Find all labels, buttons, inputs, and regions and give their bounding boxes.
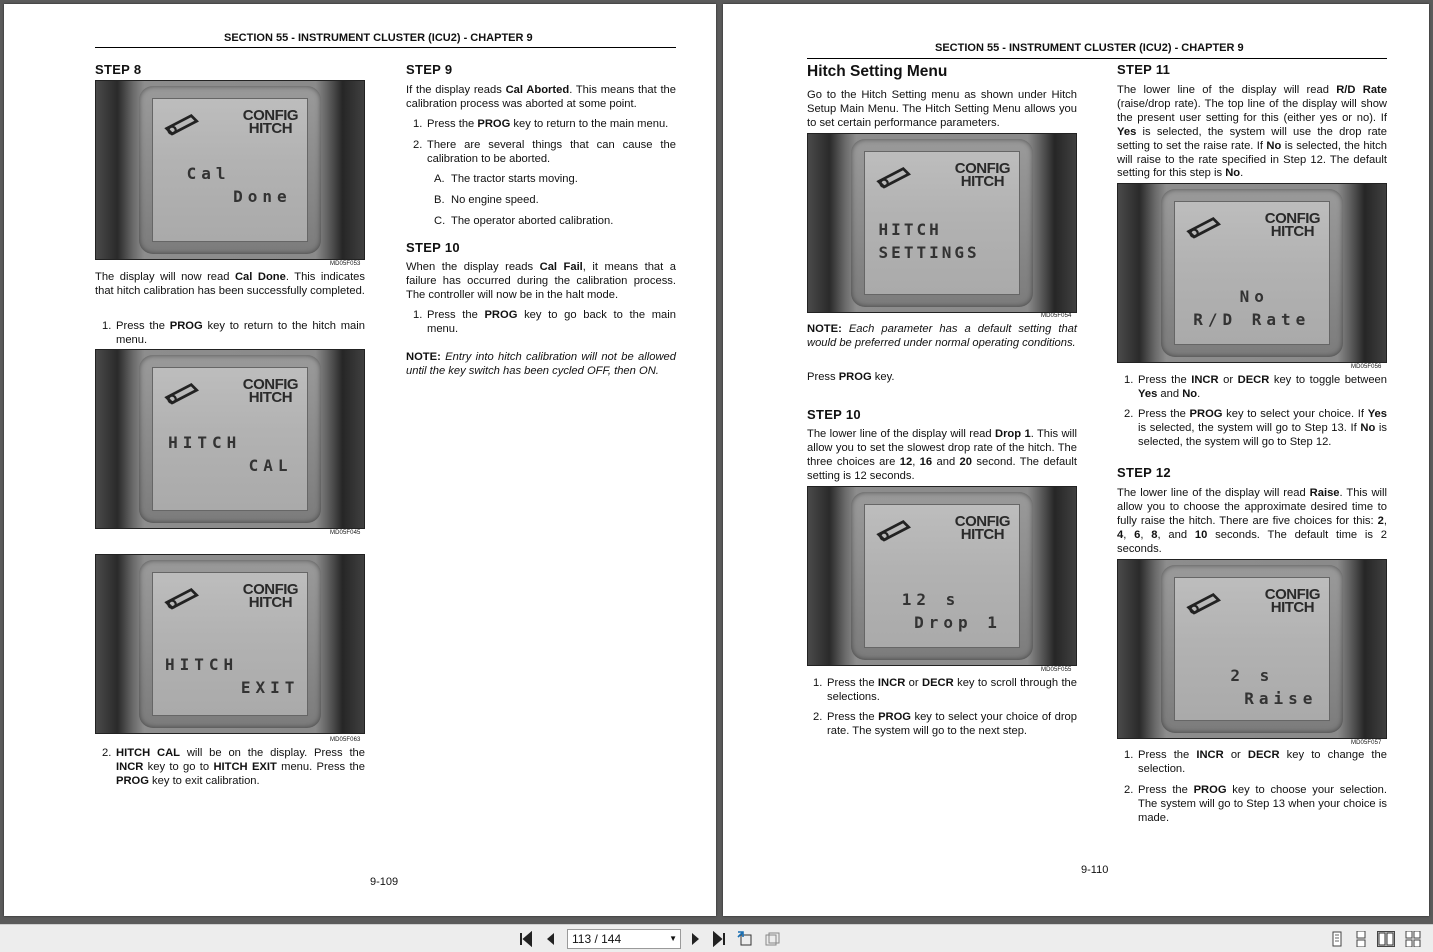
lcd-line1: Cal bbox=[186, 164, 231, 184]
first-page-icon[interactable] bbox=[518, 931, 534, 947]
hitch-setting-paragraph: Go to the Hitch Setting menu as shown under Hitch Setup Main Menu. The Hitch Setting Menu allows you to set certain performance parameters. bbox=[807, 89, 1077, 129]
step12-heading: STEP 12 bbox=[1117, 465, 1171, 480]
lcd-config-label: CONFIG HITCH bbox=[1264, 209, 1321, 240]
lcd-figure-hitch-settings bbox=[807, 133, 1077, 313]
hitch-icon bbox=[162, 112, 202, 138]
previous-page-icon[interactable] bbox=[543, 931, 559, 947]
lcd-config-label: CONFIG HITCH bbox=[242, 580, 299, 611]
step8-heading: STEP 8 bbox=[95, 62, 142, 77]
lcd-line2: EXIT bbox=[240, 678, 300, 698]
lcd-line2: Done bbox=[233, 187, 292, 207]
section-header: SECTION 55 - INSTRUMENT CLUSTER (ICU2) - CHAPTER 9 bbox=[935, 42, 1244, 54]
lcd-config-label: CONFIG HITCH bbox=[954, 512, 1011, 543]
lcd-line1: No bbox=[1239, 287, 1269, 307]
lcd-line1: 2 s bbox=[1230, 666, 1275, 686]
page-number: 9-110 bbox=[1081, 864, 1109, 876]
lcd-config-label: CONFIG HITCH bbox=[954, 159, 1011, 190]
step11-list-item-2: 2. Press the PROG key to select your choice. If Yes is selected, the system will go to Step 13. If No is selected, the system will go to Step 12. bbox=[1124, 408, 1388, 448]
step11-paragraph: The lower line of the display will read R/D Rate (raise/drop rate). The top line of the display will show the present user setting for this (either yes or no). If Yes is selected, the system will use the drop rate setting to set the raise rate. If No is selected, the hitch will raise to the rate specified in Step 12. The default setting for this step is No. bbox=[1117, 84, 1388, 180]
step10-note: NOTE: Entry into hitch calibration will not be allowed until the key switch has been cycled OFF, then ON. bbox=[406, 351, 676, 377]
hitch-icon bbox=[1184, 215, 1224, 241]
step8-list-item-2: 2. HITCH CAL will be on the display. Press the INCR key to go to HITCH EXIT menu. Press the PROG key to exit calibration. bbox=[102, 747, 366, 787]
hitch-icon bbox=[874, 165, 914, 191]
hitch-icon bbox=[874, 518, 914, 544]
dropdown-arrow-icon: ▼ bbox=[669, 934, 677, 943]
step10-heading: STEP 10 bbox=[807, 407, 861, 422]
left-page bbox=[4, 4, 716, 916]
lcd-line1: HITCH bbox=[878, 220, 942, 240]
step9-list-item-2: 2. There are several things that can cause the calibration to be aborted. bbox=[413, 139, 676, 165]
section-header: SECTION 55 - INSTRUMENT CLUSTER (ICU2) - CHAPTER 9 bbox=[224, 32, 533, 44]
hitch-setting-menu-title: Hitch Setting Menu bbox=[807, 63, 948, 80]
two-page-continuous-view-icon[interactable] bbox=[1404, 931, 1422, 947]
lcd-line2: SETTINGS bbox=[878, 242, 980, 262]
step10-list-item-1: 1. Press the INCR or DECR key to scroll through the selections. bbox=[813, 677, 1077, 703]
figure-code: MD05F063 bbox=[330, 737, 361, 743]
step9-heading: STEP 9 bbox=[406, 62, 453, 77]
figure-code: MD05F055 bbox=[1041, 667, 1072, 673]
step10-list-item-2: 2. Press the PROG key to select your choice of drop rate. The system will go to the next step. bbox=[813, 711, 1077, 737]
step12-paragraph: The lower line of the display will read Raise. This will allow you to choose the approximate desired time to fully raise the hitch. There are five choices for this: 2, 4, 6, 8, and 10 seconds. The default time is 2 seconds. bbox=[1117, 487, 1387, 555]
step10-heading: STEP 10 bbox=[406, 240, 460, 255]
step10-paragraph: When the display reads Cal Fail, it means that a failure has occurred during the calibration process. The controller will now be in the halt mode. bbox=[406, 261, 676, 301]
hitch-setting-note: NOTE: Each parameter has a default setting that would be preferred under normal operating conditions. bbox=[807, 323, 1077, 349]
lcd-figure-drop-1 bbox=[807, 486, 1077, 666]
hitch-icon bbox=[1184, 591, 1224, 617]
lcd-line2: Drop 1 bbox=[914, 612, 1002, 632]
step9-list-item-1: 1. Press the PROG key to return to the main menu. bbox=[413, 118, 669, 130]
figure-code: MD05F057 bbox=[1351, 740, 1382, 746]
step8-paragraph: The display will now read Cal Done. This indicates that hitch calibration has been successfully completed. bbox=[95, 271, 366, 297]
go-back-icon[interactable] bbox=[737, 931, 753, 947]
lcd-config-label: CONFIG HITCH bbox=[1264, 585, 1321, 616]
step10-list-item-1: 1. Press the PROG key to go back to the main menu. bbox=[413, 309, 676, 335]
lcd-figure-raise bbox=[1117, 559, 1387, 739]
step11-list-item-1: 1. Press the INCR or DECR key to toggle between Yes and No. bbox=[1124, 374, 1387, 400]
figure-code: MD05F056 bbox=[1351, 364, 1382, 370]
header-rule bbox=[95, 47, 676, 48]
step9-sub-item-a: A. The tractor starts moving. bbox=[434, 173, 578, 185]
lcd-line2: CAL bbox=[248, 456, 293, 476]
lcd-figure-rd-rate bbox=[1117, 183, 1387, 363]
step9-paragraph: If the display reads Cal Aborted. This means that the calibration process was aborted at some point. bbox=[406, 84, 677, 110]
figure-code: MD05F053 bbox=[330, 261, 361, 267]
last-page-icon[interactable] bbox=[711, 931, 727, 947]
lcd-config-label: CONFIG HITCH bbox=[242, 375, 299, 406]
lcd-line1: HITCH bbox=[165, 655, 239, 675]
viewer-toolbar bbox=[0, 924, 1433, 952]
step11-heading: STEP 11 bbox=[1117, 62, 1171, 77]
step12-list-item-1: 1. Press the INCR or DECR key to change the selection. bbox=[1124, 749, 1387, 775]
two-page-view-icon[interactable] bbox=[1377, 931, 1395, 947]
figure-code: MD05F045 bbox=[330, 530, 361, 536]
continuous-view-icon[interactable] bbox=[1352, 931, 1370, 947]
page-indicator-select[interactable]: 113 / 144 ▼ bbox=[567, 929, 681, 949]
step8-list-item-1: 1. Press the PROG key to return to the hitch main menu. bbox=[102, 320, 365, 346]
lcd-figure-hitch-exit bbox=[95, 554, 365, 734]
step12-list-item-2: 2. Press the PROG key to choose your selection. The system will go to Step 13 when your choice is made. bbox=[1124, 784, 1387, 824]
page-number: 9-109 bbox=[370, 876, 399, 888]
next-page-icon[interactable] bbox=[687, 931, 703, 947]
figure-code: MD05F054 bbox=[1041, 313, 1072, 319]
press-prog-text: Press PROG key. bbox=[807, 371, 895, 383]
lcd-line2: Raise bbox=[1244, 688, 1318, 708]
lcd-line1: 12 s bbox=[901, 590, 961, 610]
lcd-figure-hitch-cal bbox=[95, 349, 365, 529]
lcd-figure-cal-done bbox=[95, 80, 365, 260]
right-page bbox=[723, 4, 1429, 916]
lcd-line2: R/D Rate bbox=[1193, 309, 1311, 329]
step9-sub-item-c: C. The operator aborted calibration. bbox=[434, 215, 614, 227]
step10-paragraph: The lower line of the display will read Drop 1. This will allow you to set the slowest drop rate of the hitch. The three choices are 12, 16 and 20 second. The default setting is 12 seconds. bbox=[807, 428, 1077, 482]
single-page-view-icon[interactable] bbox=[1328, 931, 1346, 947]
lcd-config-label: CONFIG HITCH bbox=[242, 106, 299, 137]
go-forward-icon[interactable] bbox=[764, 931, 780, 947]
hitch-icon bbox=[162, 381, 202, 407]
step9-sub-item-b: B. No engine speed. bbox=[434, 194, 539, 206]
header-rule bbox=[807, 58, 1387, 59]
lcd-line1: HITCH bbox=[168, 433, 242, 453]
hitch-icon bbox=[162, 586, 202, 612]
